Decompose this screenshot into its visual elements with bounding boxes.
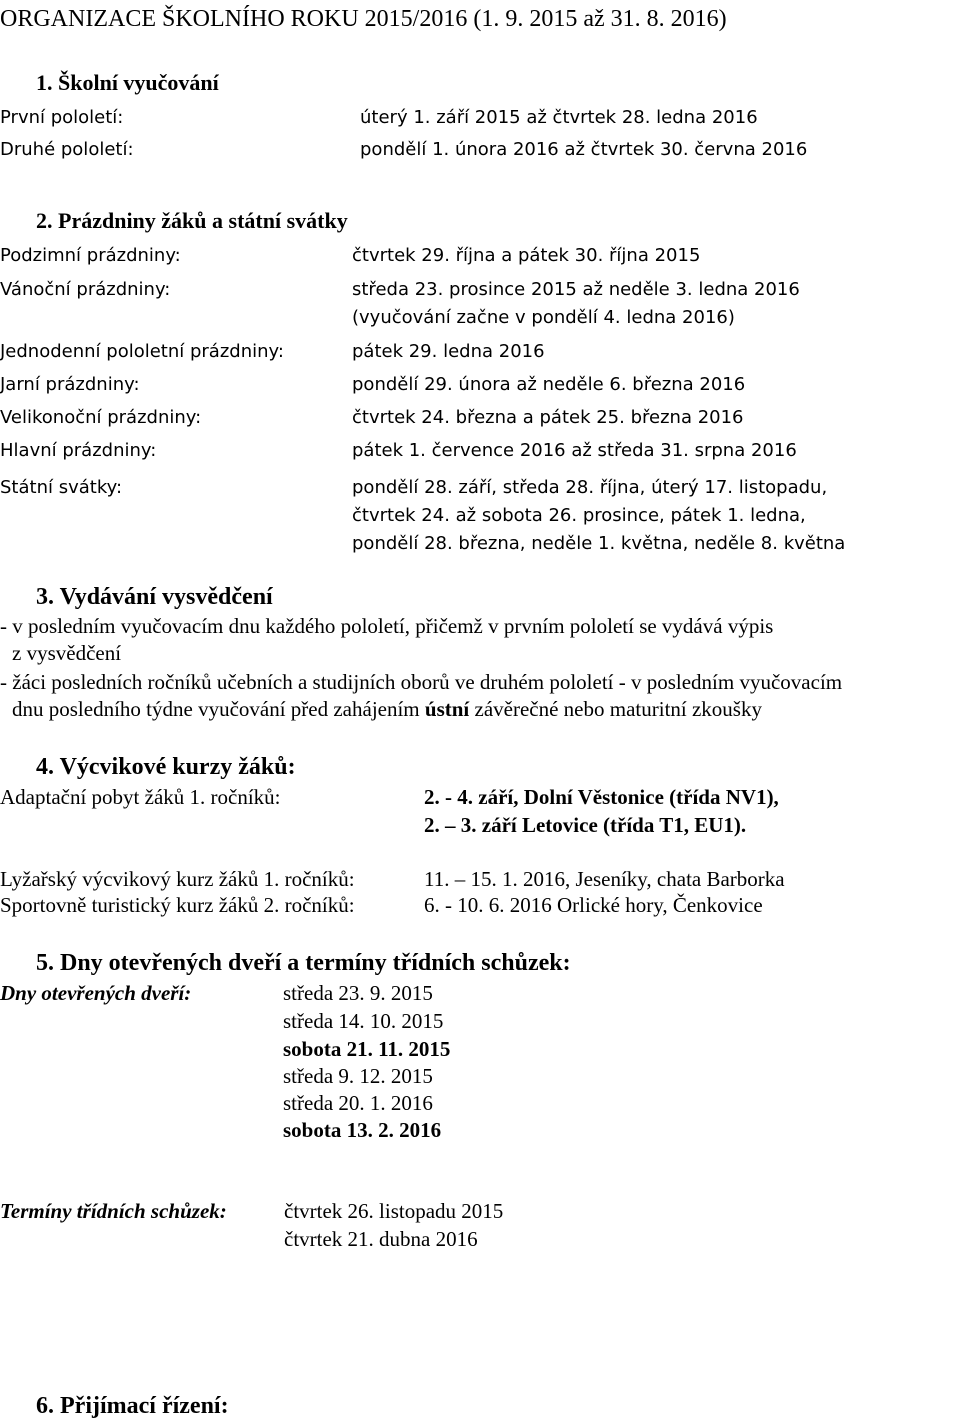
spring-holiday-value: pondělí 29. února až neděle 6. března 2016 (352, 374, 746, 395)
ski-course-value: 11. – 15. 1. 2016, Jeseníky, chata Barborka (424, 867, 785, 891)
certificate-paragraph-2-line-1: - žáci posledních ročníků učebních a studijních oborů ve druhém pololetí - v posledním vyučovacím (0, 670, 843, 694)
certificate-text-bold: ústní (424, 697, 470, 721)
document-title (0, 6, 727, 34)
first-term-label: První pololetí: (0, 107, 124, 128)
section-1-heading: 1. Školní vyučování (36, 70, 219, 95)
summer-holiday-value: pátek 1. července 2016 až středa 31. srpna 2016 (352, 440, 797, 461)
spring-holiday-label: Jarní prázdniny: (0, 374, 140, 395)
open-days-label: Dny otevřených dveří: (0, 981, 192, 1005)
certificate-paragraph-2-line-2 (12, 697, 762, 721)
open-day-date: středa 14. 10. 2015 (283, 1009, 444, 1033)
sport-course-value: 6. - 10. 6. 2016 Orlické hory, Čenkovice (424, 893, 763, 917)
first-term-value: úterý 1. září 2015 až čtvrtek 28. ledna 2016 (360, 107, 758, 128)
section-2-heading: 2. Prázdniny žáků a státní svátky (36, 208, 348, 233)
ski-course-label: Lyžařský výcvikový kurz žáků 1. ročníků: (0, 867, 355, 891)
parent-meeting-date: čtvrtek 21. dubna 2016 (284, 1227, 478, 1251)
section-6-heading: 6. Přijímací řízení: (36, 1393, 229, 1419)
christmas-holiday-value: středa 23. prosince 2015 až neděle 3. ledna 2016 (352, 279, 800, 300)
open-day-date: středa 9. 12. 2015 (283, 1064, 433, 1088)
christmas-holiday-label: Vánoční prázdniny: (0, 279, 171, 300)
autumn-holiday-label: Podzimní prázdniny: (0, 245, 181, 266)
title-range: (1. 9. 2015 až 31. 8. 2016) (473, 6, 727, 32)
certificate-paragraph-1-line-1: - v posledním vyučovacím dnu každého pololetí, přičemž v prvním pololetí se vydává výpis (0, 614, 774, 638)
public-holidays-line-2: čtvrtek 24. až sobota 26. prosince, pátek 1. ledna, (352, 505, 806, 526)
sport-course-label: Sportovně turistický kurz žáků 2. ročníků: (0, 893, 355, 917)
public-holidays-line-3: pondělí 28. března, neděle 1. května, neděle 8. května (352, 533, 846, 554)
open-day-date: sobota 13. 2. 2016 (283, 1118, 442, 1142)
second-term-value: pondělí 1. února 2016 až čtvrtek 30. června 2016 (360, 139, 808, 160)
public-holidays-line-1: pondělí 28. září, středa 28. října, úterý 17. listopadu, (352, 477, 828, 498)
section-4-heading: 4. Výcvikové kurzy žáků: (36, 754, 296, 780)
open-day-date: středa 20. 1. 2016 (283, 1091, 433, 1115)
midterm-holiday-value: pátek 29. ledna 2016 (352, 341, 545, 362)
open-day-date: sobota 21. 11. 2015 (283, 1037, 451, 1061)
certificate-text-post: závěrečné nebo maturitní zkoušky (469, 697, 762, 721)
easter-holiday-value: čtvrtek 24. března a pátek 25. března 2016 (352, 407, 744, 428)
midterm-holiday-label: Jednodenní pololetní prázdniny: (0, 341, 284, 362)
open-day-date: středa 23. 9. 2015 (283, 981, 433, 1005)
summer-holiday-label: Hlavní prázdniny: (0, 440, 157, 461)
adaptation-stay-value-1: 2. - 4. září, Dolní Věstonice (třída NV1), (424, 785, 779, 809)
adaptation-stay-value-2: 2. – 3. září Letovice (třída T1, EU1). (424, 813, 747, 837)
section-3-heading: 3. Vydávání vysvědčení (36, 584, 273, 610)
certificate-text-pre: dnu posledního týdne vyučování před zahájením (12, 697, 425, 721)
public-holidays-label: Státní svátky: (0, 477, 123, 498)
certificate-paragraph-1-line-2: z vysvědčení (12, 641, 122, 665)
second-term-label: Druhé pololetí: (0, 139, 134, 160)
title-main: ORGANIZACE ŠKOLNÍHO ROKU 2015/2016 (0, 6, 468, 32)
christmas-holiday-note: (vyučování začne v pondělí 4. ledna 2016) (352, 307, 735, 328)
section-5-heading: 5. Dny otevřených dveří a termíny třídních schůzek: (36, 950, 571, 976)
parent-meeting-date: čtvrtek 26. listopadu 2015 (284, 1199, 504, 1223)
parent-meetings-label: Termíny třídních schůzek: (0, 1199, 227, 1223)
easter-holiday-label: Velikonoční prázdniny: (0, 407, 202, 428)
autumn-holiday-value: čtvrtek 29. října a pátek 30. října 2015 (352, 245, 701, 266)
adaptation-stay-label: Adaptační pobyt žáků 1. ročníků: (0, 785, 281, 809)
